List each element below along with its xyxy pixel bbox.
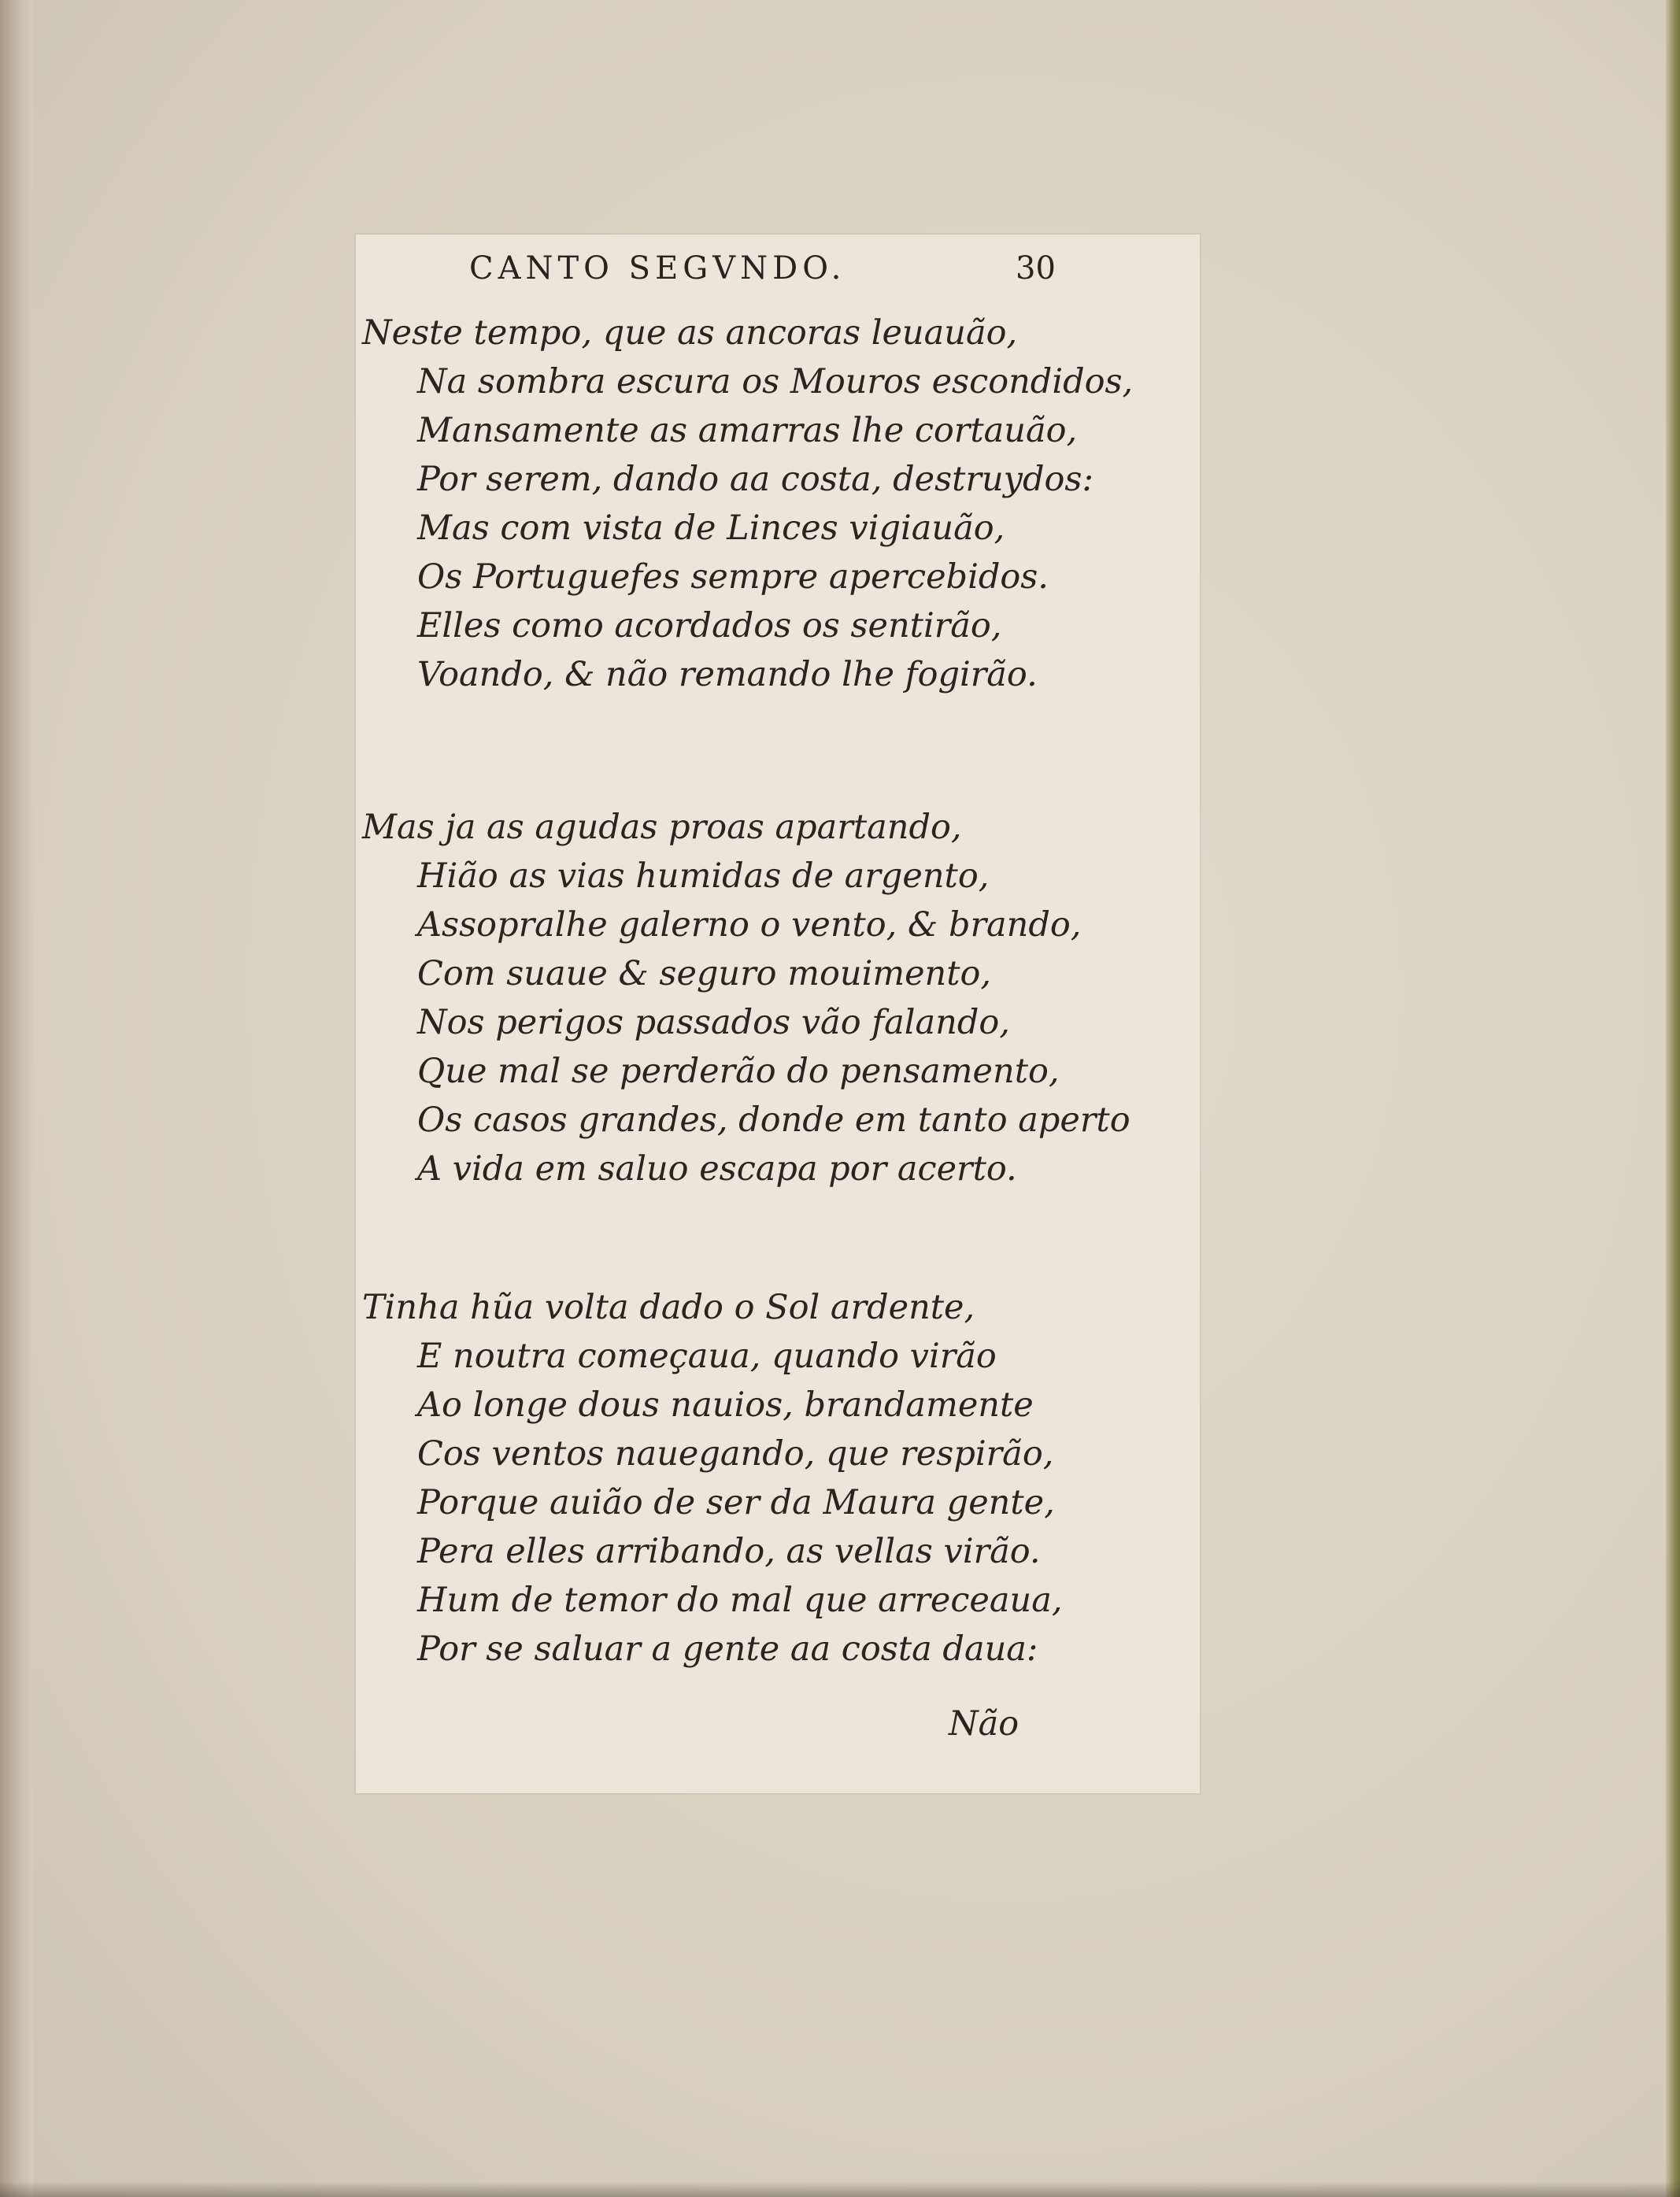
catchword: Não xyxy=(949,1704,1019,1744)
verse-line: Mansamente as amarras lhe cortauão, xyxy=(417,411,1078,450)
stanza-3 xyxy=(362,1283,1197,1674)
verse-line: Elles como acordados os sentirão, xyxy=(417,606,1002,645)
verse-line: Voando, & não remando lhe fogirão. xyxy=(417,655,1038,694)
verse-line: Neste tempo, que as ancoras leuauão, xyxy=(362,313,1018,353)
stanza-1 xyxy=(362,309,1197,699)
verse-line: Tinha hũa volta dado o Sol ardente, xyxy=(362,1288,975,1327)
verse-line: Assopralhe galerno o vento, & brando, xyxy=(417,905,1082,945)
verse-line: Os casos grandes, donde em tanto aperto xyxy=(417,1100,1130,1140)
verse-line: Com suaue & seguro mouimento, xyxy=(417,954,992,993)
binding-gutter xyxy=(0,0,33,2197)
verse-line: Hião as vias humidas de argento, xyxy=(417,856,990,896)
page-number: 30 xyxy=(1016,250,1056,287)
verse-line: Por se saluar a gente aa costa daua: xyxy=(417,1629,1038,1669)
page-edge xyxy=(1666,0,1680,2197)
running-title: CANTO SEGVNDO. xyxy=(469,250,846,287)
page-bottom-shadow xyxy=(0,2181,1680,2197)
verse-line: Na sombra escura os Mouros escondidos, xyxy=(417,362,1134,401)
verse-line: Por serem, dando aa costa, destruydos: xyxy=(417,460,1093,499)
verse-line: Pera elles arribando, as vellas virão. xyxy=(417,1532,1041,1571)
verse-line: A vida em saluo escapa por acerto. xyxy=(417,1149,1017,1189)
verse-line: Que mal se perderão do pensamento, xyxy=(417,1052,1060,1091)
verse-line: Os Portuguefes sempre apercebidos. xyxy=(417,557,1049,597)
verse-line: Nos perigos passados vão falando, xyxy=(417,1003,1010,1042)
verse-line: Mas com vista de Linces vigiauão, xyxy=(417,509,1005,548)
stanza-2 xyxy=(362,803,1197,1193)
verse-line: Porque auião de ser da Maura gente, xyxy=(417,1483,1055,1522)
verse-line: E noutra começaua, quando virão xyxy=(417,1337,997,1376)
verse-line: Hum de temor do mal que arreceaua, xyxy=(417,1581,1063,1620)
verse-line: Ao longe dous nauios, brandamente xyxy=(417,1385,1034,1425)
verse-line: Cos ventos nauegando, que respirão, xyxy=(417,1434,1054,1474)
verse-line: Mas ja as agudas proas apartando, xyxy=(362,808,962,847)
running-header xyxy=(425,250,1134,298)
